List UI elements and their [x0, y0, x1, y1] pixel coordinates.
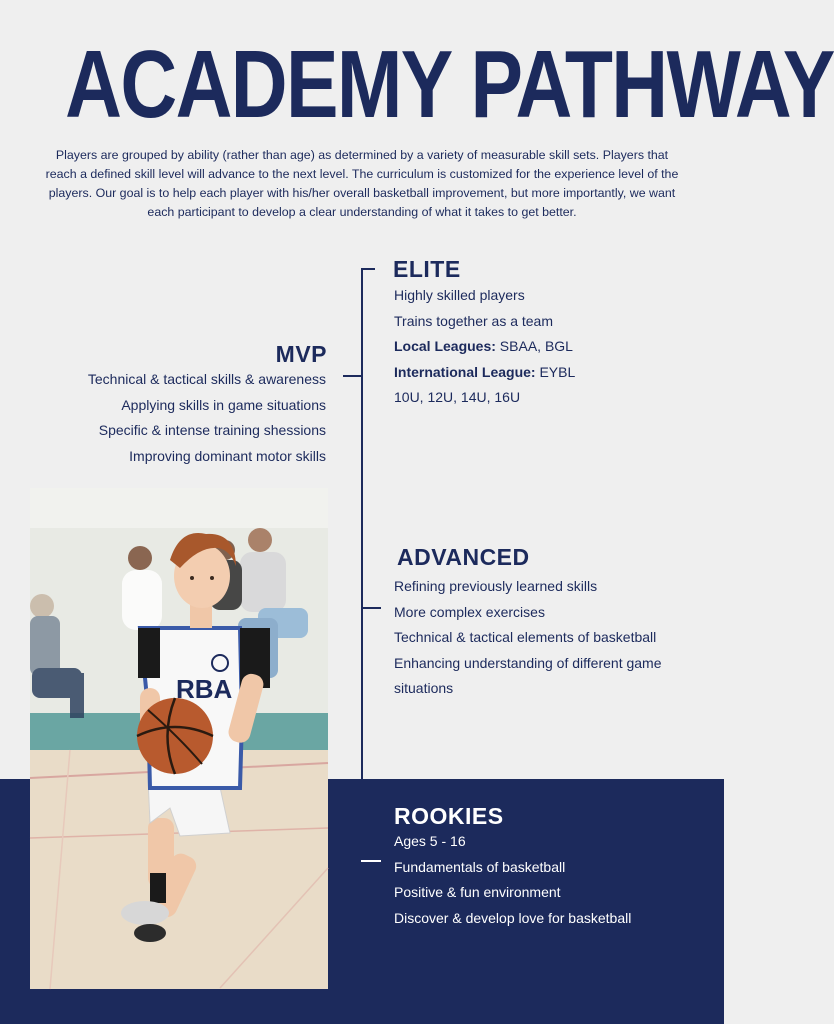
advanced-list: [394, 574, 662, 702]
elite-title: ELITE: [393, 256, 461, 282]
list-item: Enhancing understanding of different game: [394, 654, 662, 671]
timeline-tick-elite: [361, 268, 375, 270]
list-item: Highly skilled players: [394, 287, 525, 303]
list-item: Trains together as a team: [394, 312, 554, 329]
list-item: Ages 5 - 16: [394, 833, 466, 849]
page-title: ACADEMY PATHWAY: [65, 31, 834, 138]
jersey-text: RBA: [176, 674, 233, 704]
list-item: Applying skills in game situations: [121, 396, 326, 413]
rookies-title: ROOKIES: [394, 803, 504, 829]
basketball-player-photo: [30, 488, 328, 989]
advanced-title: ADVANCED: [397, 544, 530, 570]
rookies-list: [394, 829, 631, 931]
list-item: Technical & tactical elements of basketball: [394, 629, 657, 646]
local-leagues-value: SBAA, BGL: [495, 338, 573, 355]
list-item: Specific & intense training shessions: [98, 422, 326, 439]
mvp-title: MVP: [275, 341, 327, 367]
list-item: More complex exercises: [394, 603, 545, 620]
timeline-tick-mvp: [343, 375, 363, 377]
international-league-value: EYBL: [535, 363, 576, 380]
international-league-label: International League:: [394, 363, 536, 380]
elite-list: [394, 283, 575, 411]
list-item: [394, 334, 575, 360]
list-item: [394, 360, 575, 386]
list-item: Technical & tactical skills & awareness: [87, 371, 326, 387]
list-item: Improving dominant motor skills: [129, 447, 326, 464]
list-item: Refining previously learned skills: [394, 578, 598, 594]
local-leagues-label: Local Leagues:: [394, 338, 496, 355]
timeline-line: [361, 268, 363, 862]
list-item: Discover & develop love for basketball: [394, 909, 632, 926]
list-item: Fundamentals of basketball: [394, 858, 566, 875]
mvp-list: [26, 367, 326, 469]
timeline-tick-advanced: [361, 607, 381, 609]
list-item: situations: [394, 680, 454, 697]
player-illustration: [30, 488, 328, 989]
list-item: 10U, 12U, 14U, 16U: [394, 389, 521, 406]
intro-paragraph: Players are grouped by ability (rather than age) as determined by a variety of measurable skill sets. Players that reach a defined skill level will advance to the next level. The curriculum is customized for the experience level of the players. Our goal is to help each player with his/her overall basketball improvement, but more importantly, we want each participant to develop a clear understanding of what it takes to get better.: [45, 148, 679, 219]
list-item: Positive & fun environment: [394, 884, 561, 901]
timeline-tick-rookies: [361, 860, 381, 862]
